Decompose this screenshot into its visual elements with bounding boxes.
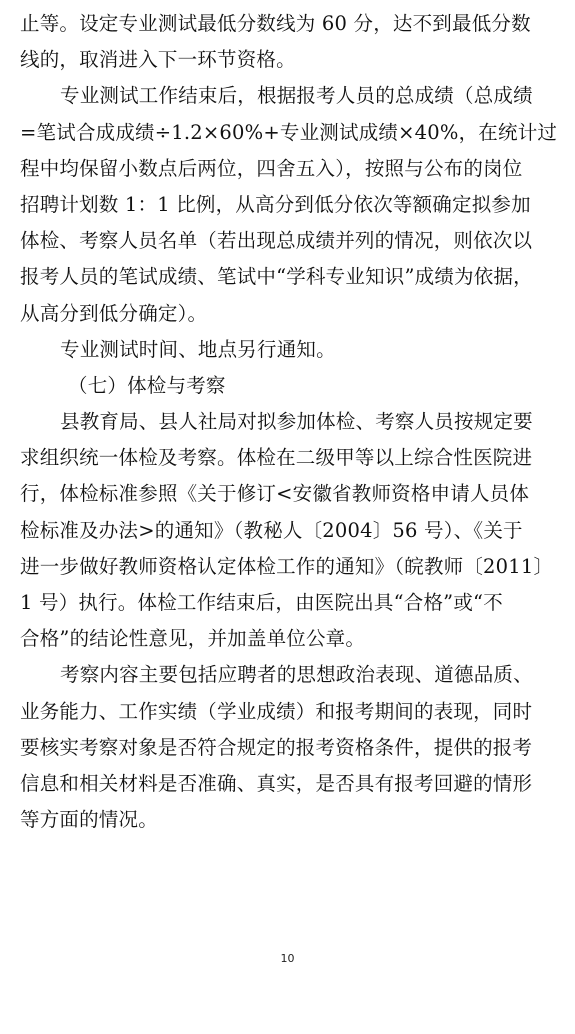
text-line: 行，体检标准参照《关于修订<安徽省教师资格申请人员体 (20, 482, 530, 506)
section-heading: （七）体检与考察 (68, 373, 226, 397)
page-number: 10 (280, 952, 295, 965)
text-line: 止等。设定专业测试最低分数线为 60 分，达不到最低分数 (20, 12, 531, 35)
text-line: 信息和相关材料是否准确、真实，是否具有报考回避的情形 (20, 771, 533, 795)
text-line: 专业测试时间、地点另行通知。 (60, 337, 336, 361)
text-line: 1 号）执行。体检工作结束后，由医院出具“合格”或“不 (20, 591, 503, 614)
text-line: 求组织统一体检及考察。体检在二级甲等以上综合性医院进 (20, 446, 533, 470)
text-line: 体检、考察人员名单（若出现总成绩并列的情况，则依次以 (20, 229, 533, 253)
text-line: 等方面的情况。 (20, 808, 158, 832)
text-line: 检标准及办法>的通知》（教秘人〔2004〕56 号）、《关于 (20, 518, 523, 542)
text-line: 从高分到低分确定）。 (20, 301, 208, 325)
text-line: 县教育局、县人社局对拟参加体检、考察人员按规定要 (60, 410, 533, 434)
text-line: 业务能力、工作实绩（学业成绩）和报考期间的表现，同时 (20, 699, 533, 723)
text-line: 线的，取消进入下一环节资格。 (20, 48, 296, 72)
text-line: 合格”的结论性意见，并加盖单位公章。 (20, 627, 366, 651)
text-line: 专业测试工作结束后，根据报考人员的总成绩（总成绩 (60, 84, 533, 108)
text-line: 进一步做好教师资格认定体检工作的通知》（皖教师〔2011〕 (20, 554, 554, 578)
text-line: 要核实考察对象是否符合规定的报考资格条件，提供的报考 (20, 735, 533, 759)
text-line: 招聘计划数 1：1 比例，从高分到低分依次等额确定拟参加 (20, 192, 531, 216)
text-line: 报考人员的笔试成绩、笔试中“学科专业知识”成绩为依据， (20, 265, 533, 289)
body-text (20, 6, 560, 838)
text-line: 程中均保留小数点后两位，四舍五入），按照与公布的岗位 (20, 156, 523, 180)
text-line: =笔试合成成绩÷1.2×60%+专业测试成绩×40%，在统计过 (20, 120, 558, 144)
text-line: 考察内容主要包括应聘者的思想政治表现、道德品质、 (60, 663, 533, 687)
